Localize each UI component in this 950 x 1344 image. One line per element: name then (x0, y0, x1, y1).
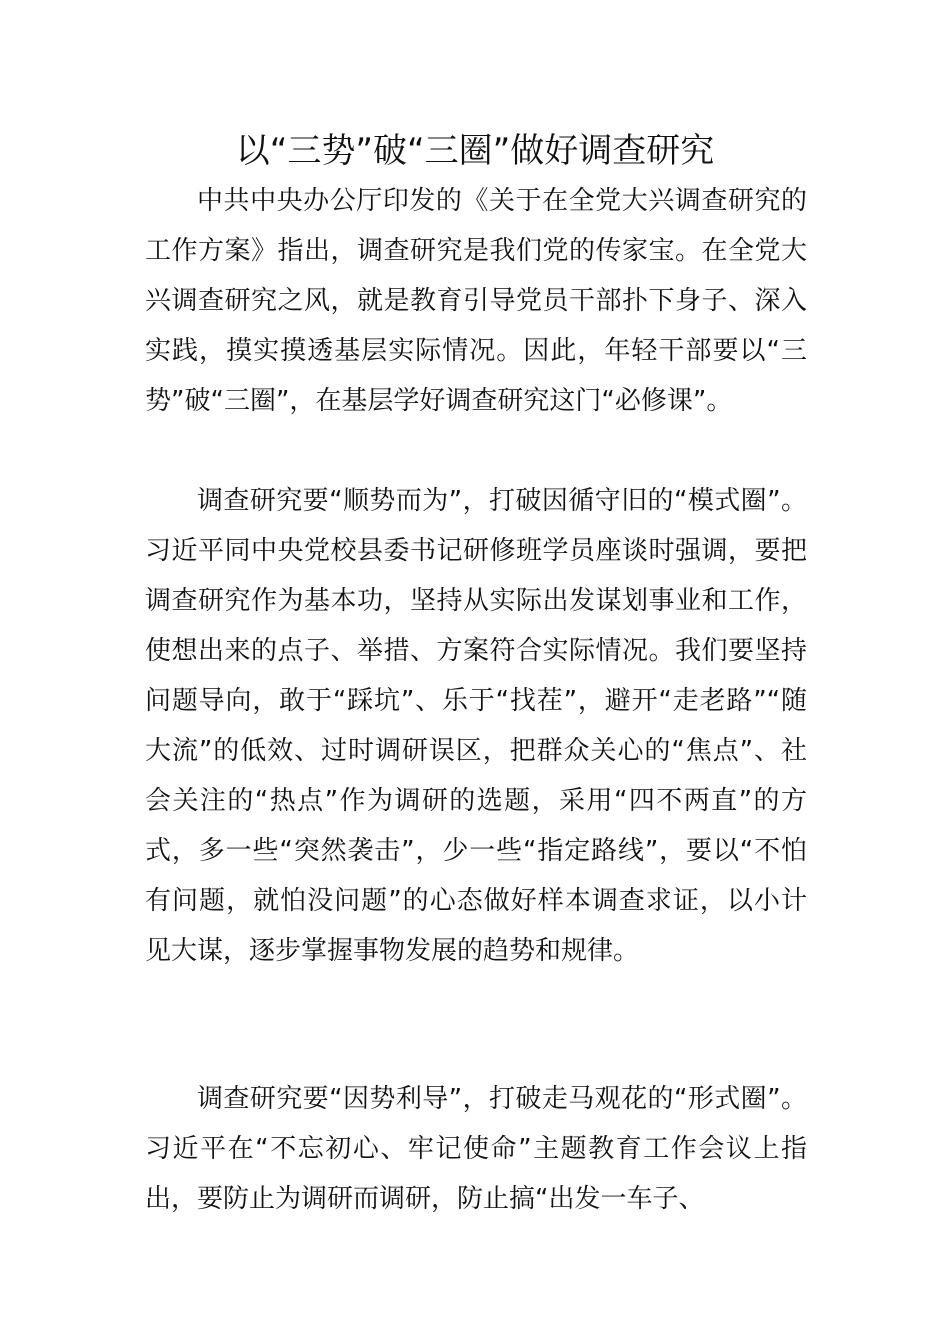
paragraph-mode-circle: 调查研究要“顺势而为”，打破因循守旧的“模式圈”。习近平同中央党校县委书记研修班学员座谈时强调，要把调查研究作为基本功，坚持从实际出发谋划事业和工作，使想出来的点子、举措、方案符合实际情况。我们要坚持问题导向，敢于“踩坑”、乐于“找茬”，避开“走老路”“随大流”的低效、过时调研误区，把群众关心的“焦点”、社会关注的“热点”作为调研的选题，采用“四不两直”的方式，多一些“突然袭击”，少一些“指定路线”，要以“不怕有问题，就怕没问题”的心态做好样本调查求证，以小计见大谋，逐步掌握事物发展的趋势和规律。 (145, 486, 807, 966)
paragraph-form-circle: 调查研究要“因势利导”，打破走马观花的“形式圈”。习近平在“不忘初心、牢记使命”主题教育工作会议上指出，要防止为调研而调研，防止搞“出发一车子、 (145, 1084, 807, 1214)
paragraph-intro: 中共中央办公厅印发的《关于在全党大兴调查研究的工作方案》指出，调查研究是我们党的传家宝。在全党大兴调查研究之风，就是教育引导党员干部扑下身子、深入实践，摸实摸透基层实际情况。因此，年轻干部要以“三势”破“三圈”，在基层学好调查研究这门“必修课”。 (145, 186, 807, 416)
page-title: 以“三势”破“三圈”做好调查研究 (235, 131, 715, 171)
